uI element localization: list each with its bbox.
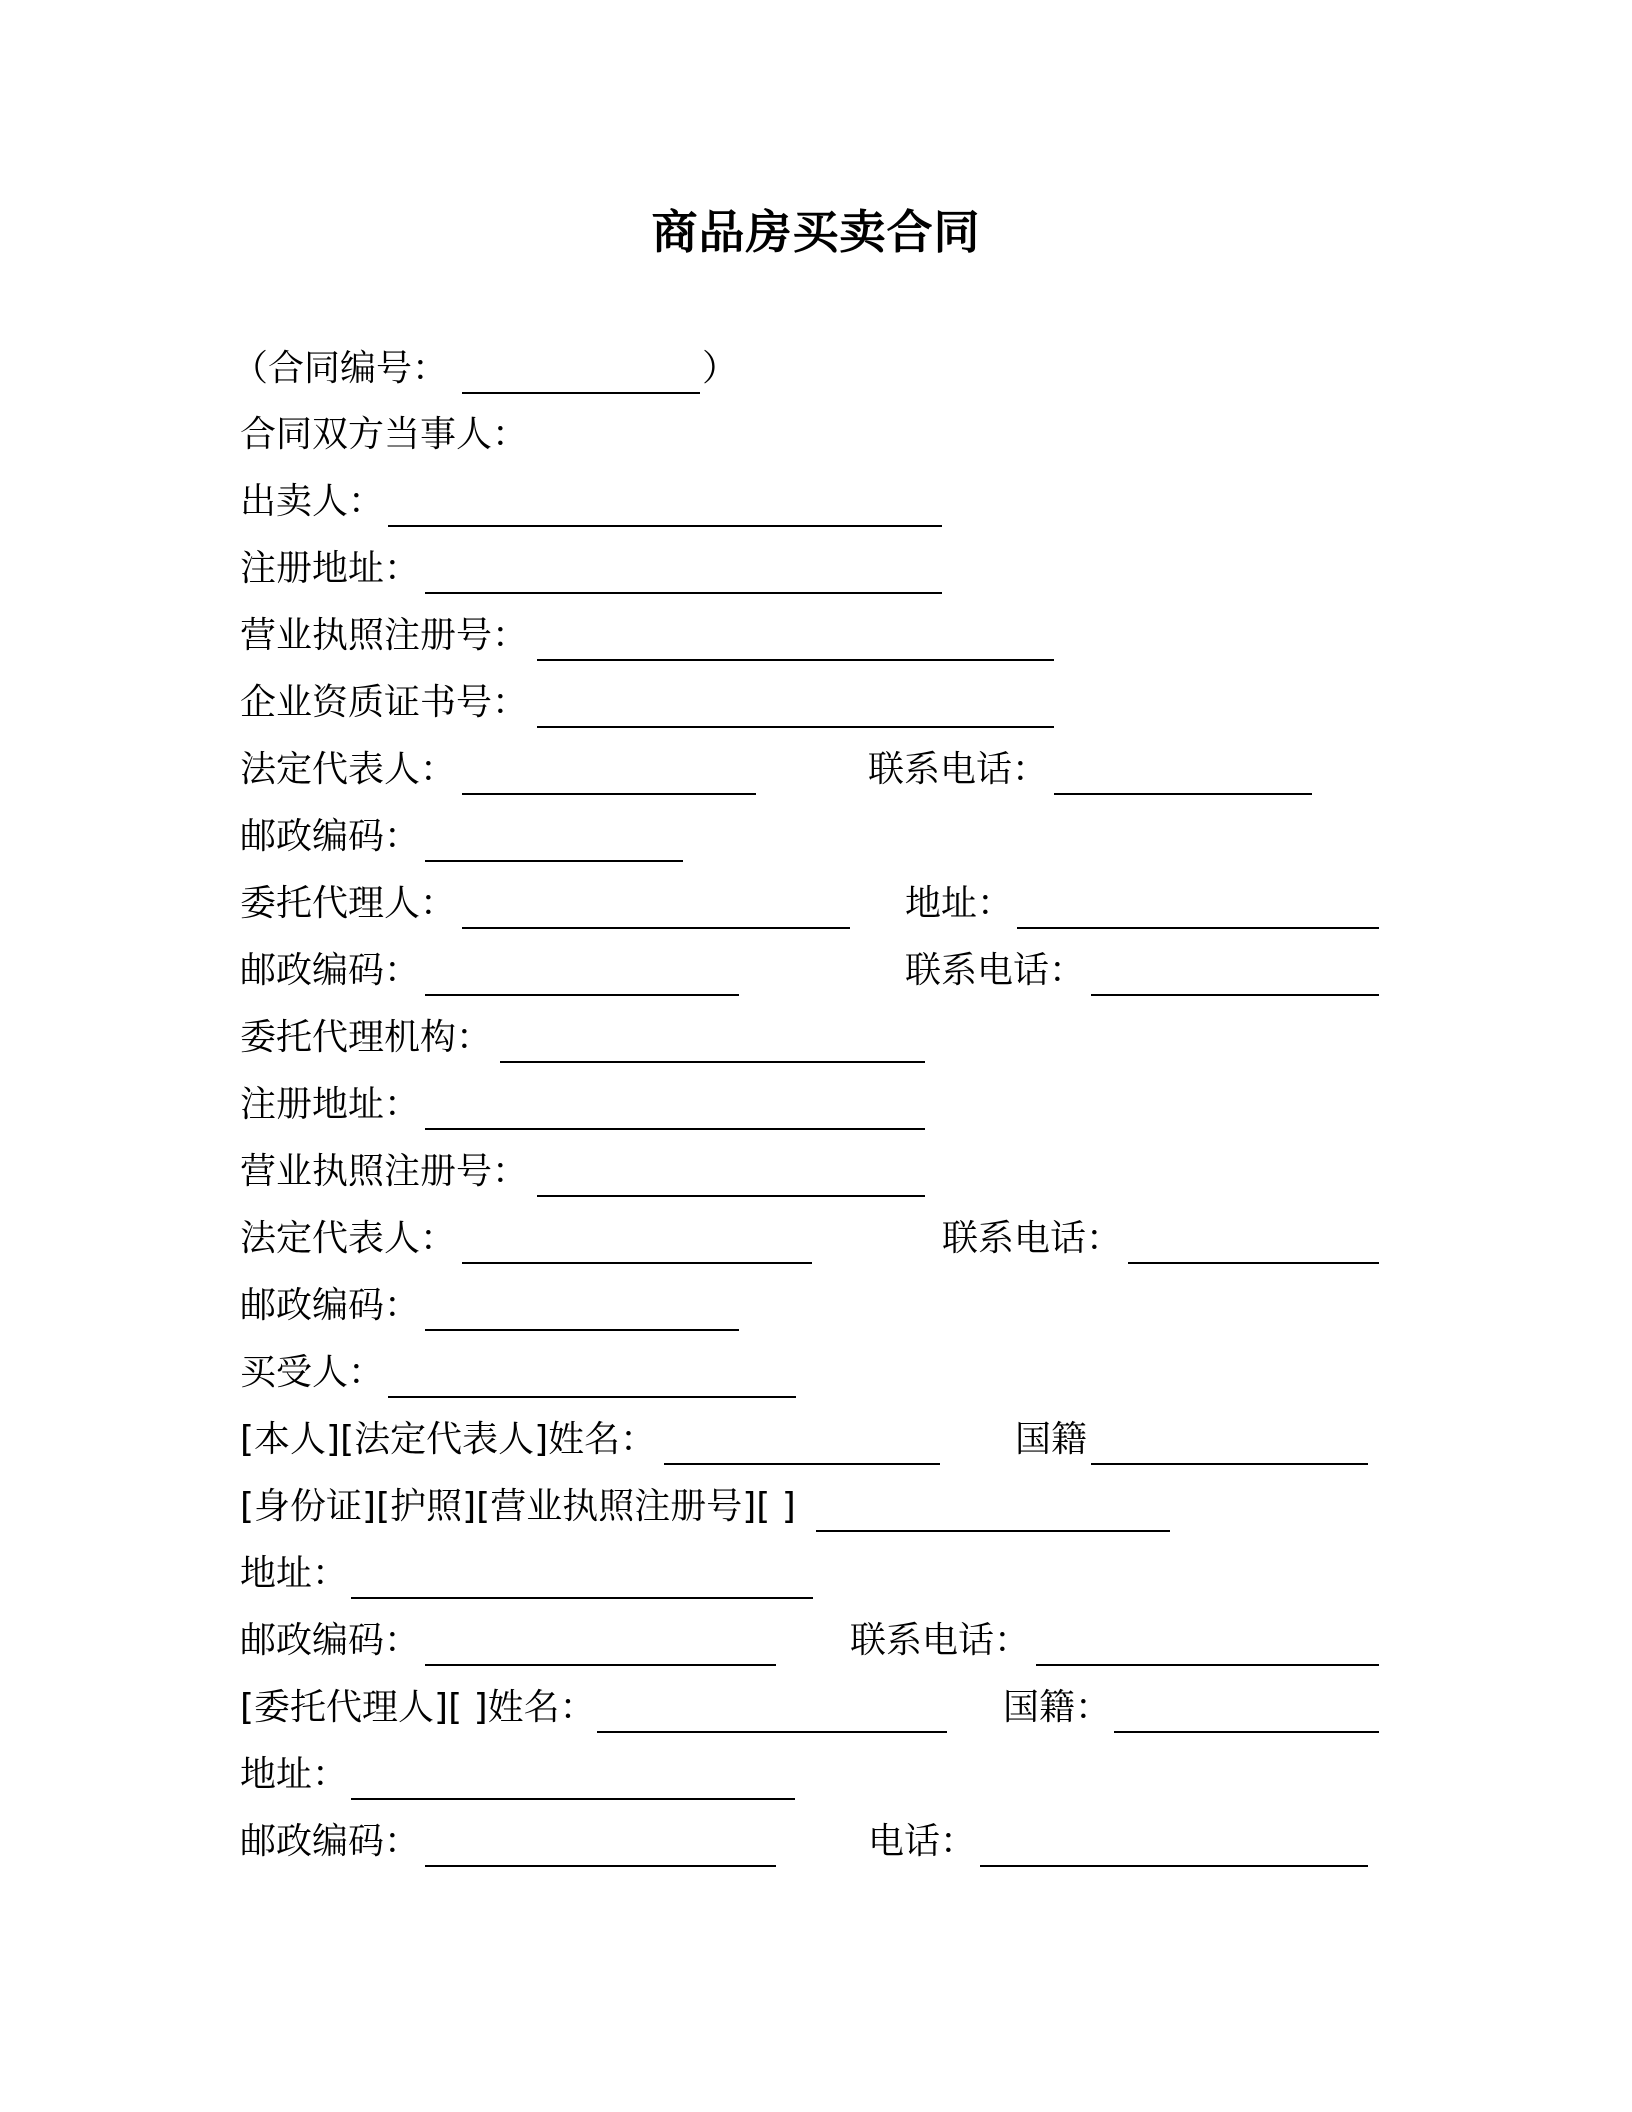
agency-license-label: 营业执照注册号：	[240, 1151, 529, 1192]
buyer-agent-address-field[interactable]	[351, 1750, 795, 1800]
seller-agent-address-field[interactable]	[1017, 879, 1379, 929]
buyer-address-label: 地址：	[240, 1553, 349, 1594]
buyer-agent-nationality-label: 国籍：	[1003, 1687, 1112, 1728]
buyer-phone-label: 联系电话：	[850, 1620, 1031, 1661]
buyer-agent-address-label: 地址：	[240, 1754, 349, 1795]
buyer-postcode-label: 邮政编码：	[240, 1620, 421, 1661]
seller-postcode-label: 邮政编码：	[240, 816, 421, 857]
seller-rep-label: 法定代表人：	[240, 749, 457, 790]
seller-row	[240, 477, 1440, 527]
agency-label: 委托代理机构：	[240, 1017, 493, 1058]
agency-field[interactable]	[500, 1013, 925, 1063]
seller-agent-row	[240, 879, 1440, 929]
buyer-nationality-field[interactable]	[1091, 1415, 1368, 1465]
agency-address-field[interactable]	[425, 1080, 925, 1130]
buyer-agent-postcode-field[interactable]	[425, 1817, 776, 1867]
agency-license-field[interactable]	[537, 1147, 925, 1197]
buyer-agent-postcode-label: 邮政编码：	[240, 1821, 421, 1862]
seller-agent-contact-row	[240, 946, 1440, 996]
agency-address-label: 注册地址：	[240, 1084, 421, 1125]
agency-postcode-label: 邮政编码：	[240, 1285, 421, 1326]
seller-agent-phone-field[interactable]	[1091, 946, 1379, 996]
seller-license-label: 营业执照注册号：	[240, 615, 529, 656]
parties-heading-row	[240, 410, 1440, 460]
seller-address-field[interactable]	[425, 544, 942, 594]
seller-agent-address-label: 地址：	[905, 883, 1014, 924]
agency-address-row	[240, 1080, 1440, 1130]
seller-qualification-row	[240, 678, 1440, 728]
seller-rep-row	[240, 745, 1440, 795]
buyer-agent-contact-row	[240, 1817, 1440, 1867]
seller-field[interactable]	[388, 477, 942, 527]
buyer-agent-nationality-field[interactable]	[1114, 1683, 1379, 1733]
buyer-agent-name-label: [委托代理人][ ]姓名：	[240, 1687, 596, 1728]
buyer-address-field[interactable]	[351, 1549, 813, 1599]
buyer-id-row	[240, 1482, 1440, 1532]
buyer-row	[240, 1348, 1440, 1398]
seller-qualification-field[interactable]	[537, 678, 1054, 728]
seller-phone-field[interactable]	[1054, 745, 1312, 795]
agency-license-row	[240, 1147, 1440, 1197]
document-title: 商品房买卖合同	[651, 205, 981, 259]
seller-phone-label: 联系电话：	[868, 749, 1049, 790]
seller-address-row	[240, 544, 1440, 594]
agency-phone-field[interactable]	[1128, 1214, 1379, 1264]
agency-row	[240, 1013, 1440, 1063]
buyer-id-field[interactable]	[816, 1482, 1170, 1532]
contract-number-label: （合同编号：	[232, 348, 449, 389]
buyer-postcode-field[interactable]	[425, 1616, 776, 1666]
buyer-agent-phone-field[interactable]	[980, 1817, 1368, 1867]
buyer-name-field[interactable]	[664, 1415, 940, 1465]
seller-address-label: 注册地址：	[240, 548, 421, 589]
buyer-name-row	[240, 1415, 1440, 1465]
buyer-address-row	[240, 1549, 1440, 1599]
agency-postcode-row	[240, 1281, 1440, 1331]
buyer-agent-row	[240, 1683, 1440, 1733]
buyer-name-label: [本人][法定代表人]姓名：	[240, 1419, 657, 1460]
parties-heading: 合同双方当事人：	[240, 414, 529, 455]
seller-agent-postcode-field[interactable]	[425, 946, 739, 996]
agency-rep-row	[240, 1214, 1440, 1264]
buyer-agent-phone-label: 电话：	[868, 1821, 977, 1862]
buyer-nationality-label: 国籍	[1015, 1419, 1088, 1460]
seller-postcode-field[interactable]	[425, 812, 683, 862]
buyer-phone-field[interactable]	[1036, 1616, 1379, 1666]
buyer-label: 买受人：	[240, 1352, 385, 1393]
buyer-contact-row	[240, 1616, 1440, 1666]
agency-rep-label: 法定代表人：	[240, 1218, 457, 1259]
buyer-agent-address-row	[240, 1750, 1440, 1800]
agency-rep-field[interactable]	[462, 1214, 812, 1264]
agency-phone-label: 联系电话：	[942, 1218, 1123, 1259]
seller-agent-postcode-label: 邮政编码：	[240, 950, 421, 991]
seller-license-field[interactable]	[537, 611, 1054, 661]
seller-agent-field[interactable]	[462, 879, 850, 929]
seller-agent-phone-label: 联系电话：	[905, 950, 1086, 991]
seller-label: 出卖人：	[240, 481, 385, 522]
agency-postcode-field[interactable]	[425, 1281, 739, 1331]
contract-number-close: ）	[702, 348, 739, 389]
contract-number-field[interactable]	[462, 344, 700, 394]
seller-qualification-label: 企业资质证书号：	[240, 682, 529, 723]
seller-agent-label: 委托代理人：	[240, 883, 457, 924]
seller-license-row	[240, 611, 1440, 661]
buyer-id-label: [身份证][护照][营业执照注册号][ ]	[240, 1486, 796, 1527]
buyer-field[interactable]	[388, 1348, 796, 1398]
seller-postcode-row	[240, 812, 1440, 862]
buyer-agent-name-field[interactable]	[597, 1683, 947, 1733]
contract-number-row	[232, 344, 1440, 394]
seller-rep-field[interactable]	[462, 745, 756, 795]
